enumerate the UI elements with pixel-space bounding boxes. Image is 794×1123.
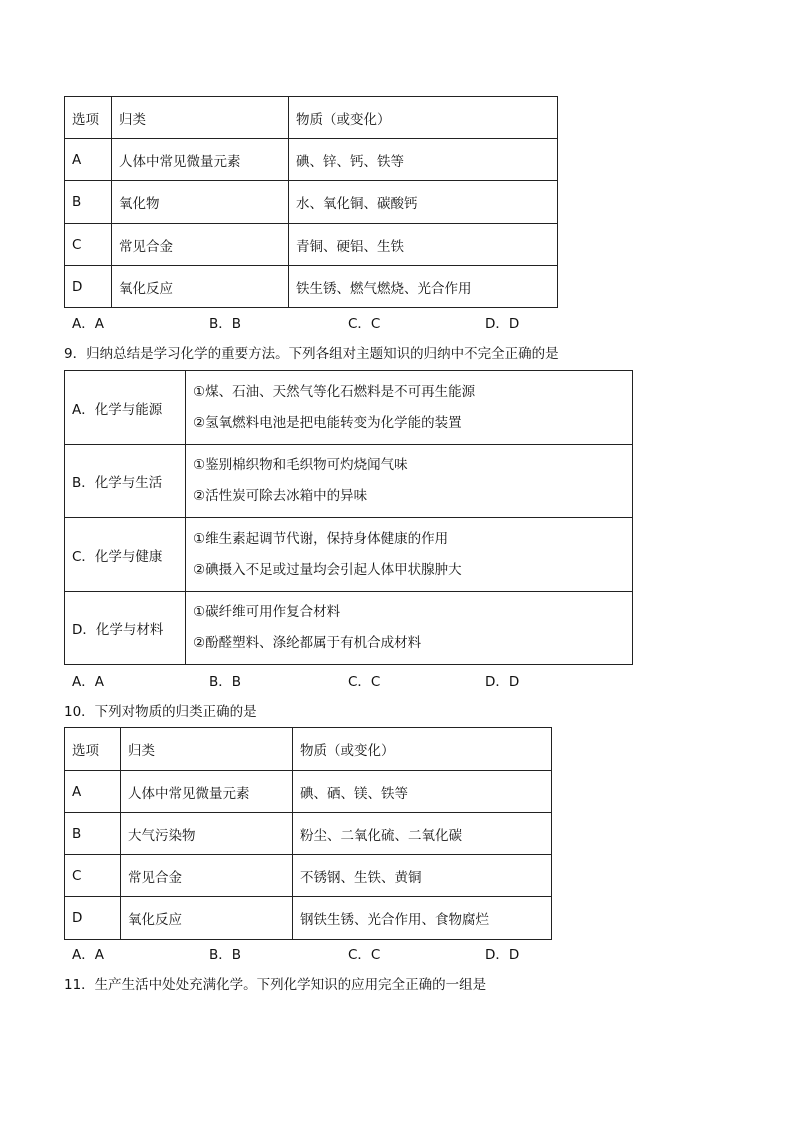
- cell-option: A: [65, 139, 112, 181]
- table-header-row: [65, 97, 558, 139]
- statements-cell: [186, 518, 633, 592]
- statements-cell: [186, 592, 633, 665]
- statement-2: ②活性炭可除去冰箱中的异味: [193, 488, 368, 504]
- cell-option: C: [65, 224, 112, 266]
- statement-1: ①维生素起调节代谢，保持身体健康的作用: [193, 530, 449, 547]
- cell-option: B: [65, 181, 112, 224]
- statements-cell: [186, 371, 633, 445]
- topic-cell: D．化学与材料: [65, 592, 186, 665]
- table-row: [65, 518, 633, 592]
- topic-cell: C．化学与健康: [65, 518, 186, 592]
- table-row: [65, 266, 558, 308]
- header-category: 归类: [112, 97, 289, 139]
- header-option: 选项: [65, 728, 121, 771]
- cell-category: 氧化反应: [112, 266, 289, 308]
- table-row: [65, 813, 552, 855]
- cell-option: A: [65, 771, 121, 813]
- option-b[interactable]: B．B: [209, 316, 242, 332]
- cell-substance: 粉尘、二氧化硫、二氧化碳: [293, 813, 552, 855]
- option-b[interactable]: B．B: [209, 674, 242, 690]
- option-c[interactable]: C．C: [348, 674, 381, 690]
- cell-substance: 碘、硒、镁、铁等: [293, 771, 552, 813]
- cell-substance: 钢铁生锈、光合作用、食物腐烂: [293, 897, 552, 940]
- cell-substance: 青铜、硬铝、生铁: [289, 224, 558, 266]
- q10-question-text: 10．下列对物质的归类正确的是: [64, 704, 257, 720]
- statement-1: ①鉴别棉织物和毛织物可灼烧闻气味: [193, 457, 408, 473]
- cell-substance: 铁生锈、燃气燃烧、光合作用: [289, 266, 558, 308]
- cell-category: 氧化物: [112, 181, 289, 224]
- statement-2: ②碘摄入不足或过量均会引起人体甲状腺肿大: [193, 561, 462, 578]
- table-row: [65, 139, 558, 181]
- statement-1: ①煤、石油、天然气等化石燃料是不可再生能源: [193, 383, 476, 400]
- option-c[interactable]: C．C: [348, 316, 381, 332]
- cell-option: D: [65, 897, 121, 940]
- q9-question-text: 9．归纳总结是学习化学的重要方法。下列各组对主题知识的归纳中不完全正确的是: [64, 346, 559, 362]
- statement-2: ②酚醛塑料、涤纶都属于有机合成材料: [193, 635, 422, 651]
- header-option: 选项: [65, 97, 112, 139]
- header-substance: 物质（或变化）: [289, 97, 558, 139]
- cell-category: 常见合金: [121, 855, 293, 897]
- statement-2: ②氢氧燃料电池是把电能转变为化学能的装置: [193, 414, 462, 431]
- table-row: [65, 445, 633, 518]
- option-d[interactable]: D．D: [485, 674, 520, 690]
- cell-option: C: [65, 855, 121, 897]
- option-d[interactable]: D．D: [485, 316, 520, 332]
- table-row: [65, 592, 633, 665]
- q9-summary-table: [64, 370, 633, 665]
- option-c[interactable]: C．C: [348, 947, 381, 963]
- cell-option: B: [65, 813, 121, 855]
- cell-substance: 碘、锌、钙、铁等: [289, 139, 558, 181]
- cell-substance: 不锈钢、生铁、黄铜: [293, 855, 552, 897]
- cell-substance: 水、氧化铜、碳酸钙: [289, 181, 558, 224]
- table-row: [65, 181, 558, 224]
- table-row: [65, 855, 552, 897]
- cell-category: 人体中常见微量元素: [121, 771, 293, 813]
- cell-category: 人体中常见微量元素: [112, 139, 289, 181]
- cell-category: 常见合金: [112, 224, 289, 266]
- option-b[interactable]: B．B: [209, 947, 242, 963]
- q10-classification-table: [64, 727, 552, 940]
- option-a[interactable]: A．A: [72, 316, 104, 332]
- header-category: 归类: [121, 728, 293, 771]
- topic-cell: A．化学与能源: [65, 371, 186, 445]
- topic-cell: B．化学与生活: [65, 445, 186, 518]
- q8-classification-table: [64, 96, 558, 308]
- table-header-row: [65, 728, 552, 771]
- option-a[interactable]: A．A: [72, 947, 104, 963]
- cell-category: 氧化反应: [121, 897, 293, 940]
- cell-option: D: [65, 266, 112, 308]
- table-row: [65, 771, 552, 813]
- cell-category: 大气污染物: [121, 813, 293, 855]
- option-d[interactable]: D．D: [485, 947, 520, 963]
- statement-1: ①碳纤维可用作复合材料: [193, 604, 341, 620]
- table-row: [65, 224, 558, 266]
- q11-question-text: 11．生产生活中处处充满化学。下列化学知识的应用完全正确的一组是: [64, 977, 487, 993]
- option-a[interactable]: A．A: [72, 674, 104, 690]
- header-substance: 物质（或变化）: [293, 728, 552, 771]
- table-row: [65, 371, 633, 445]
- statements-cell: [186, 445, 633, 518]
- table-row: [65, 897, 552, 940]
